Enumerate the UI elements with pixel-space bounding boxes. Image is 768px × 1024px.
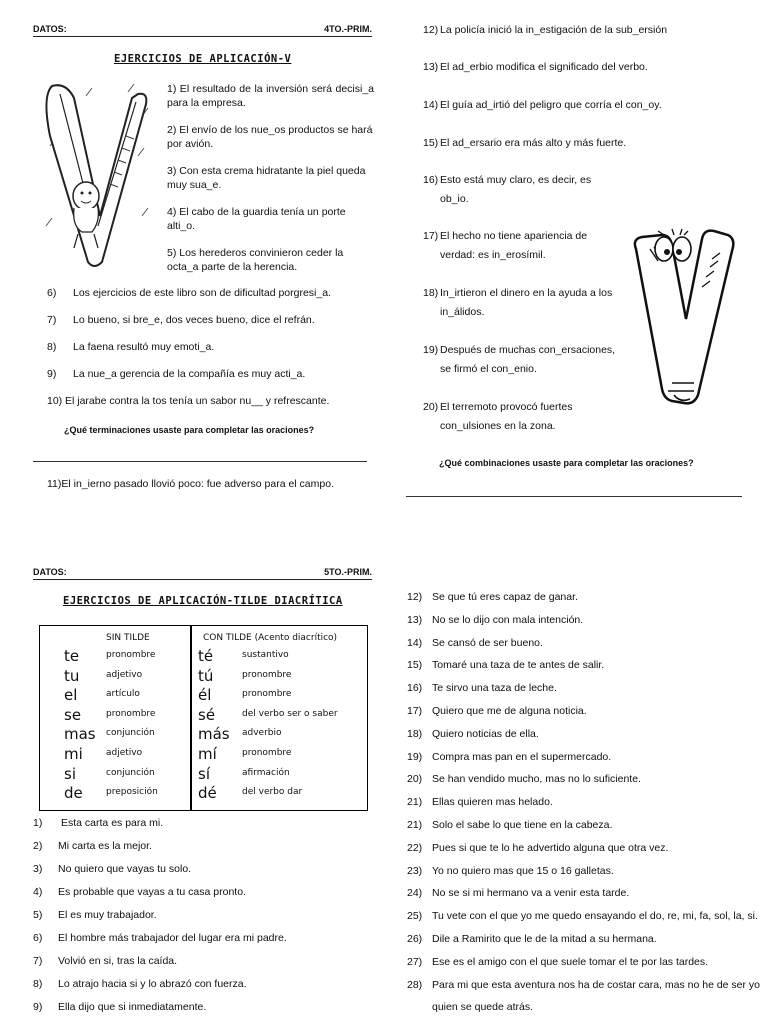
- item-number: 13): [407, 613, 423, 626]
- exercise-item: 9) Ella dijo que si inmediatamente.: [33, 1001, 207, 1013]
- exercise-item: 17) El hecho no tiene apariencia de verdad: es in_erosímil.: [423, 230, 588, 261]
- exercise-item: 6) El hombre más trabajador del lugar era mi padre.: [33, 932, 287, 944]
- item-number: 21): [407, 796, 423, 809]
- exercise-item: 10) El jarabe contra la tos tenía un sabor nu__ y refrescante.: [47, 395, 330, 407]
- table-word-con-tilde: sé: [198, 705, 216, 724]
- item-text: No se si mi hermano va a venir esta tarde.: [432, 887, 630, 900]
- item-number: 17): [407, 704, 423, 717]
- exercise-item: [407, 951, 757, 974]
- letter-v-illustration: [38, 76, 156, 272]
- table-desc-con-tilde: adverbio: [242, 728, 282, 739]
- item-text: quien se quede atrás.: [432, 1001, 533, 1014]
- exercise-item: [407, 632, 757, 655]
- exercise-item: 16) Esto está muy claro, es decir, es ob_io.: [423, 174, 592, 205]
- exercise-item: [407, 677, 757, 700]
- exercise-item: 15) El ad_ersario era más alto y más fuerte.: [423, 137, 627, 149]
- table-word-sin-tilde: se: [64, 705, 82, 724]
- exercise-item-11: 11)El in_ierno pasado llovió poco: fue adverso para el campo.: [47, 478, 334, 490]
- item-number: 26): [407, 932, 423, 945]
- exercise-item: [407, 974, 761, 997]
- page-title: EJERCICIOS DE APLICACIÓN-V: [114, 53, 292, 65]
- items-6-10: [47, 287, 377, 422]
- exercise-item: 2) El envío de los nue_os productos se hará por avión.: [167, 124, 373, 150]
- item-number: [407, 996, 432, 1016]
- exercise-item: [407, 905, 757, 928]
- exercise-item: [407, 928, 757, 951]
- item-number: 28): [407, 978, 423, 991]
- exercise-item: [407, 837, 757, 860]
- table-word-con-tilde: dé: [198, 784, 217, 803]
- exercise-item: 8) La faena resultó muy emoti_a.: [47, 341, 215, 353]
- exercise-item: [407, 700, 757, 723]
- question-terminaciones: ¿Qué terminaciones usaste para completar las oraciones?: [64, 425, 315, 435]
- exercise-item: [407, 791, 757, 814]
- exercise-item: [407, 746, 757, 769]
- item-text: Ellas quieren mas helado.: [432, 796, 553, 809]
- table-desc-con-tilde: del verbo ser o saber: [242, 708, 338, 719]
- table-word-con-tilde: más: [198, 725, 230, 744]
- exercise-item: 5) Los herederos convinieron ceder la octa_a parte de la herencia.: [167, 247, 344, 273]
- item-number: 25): [407, 910, 423, 923]
- exercise-item: 8) Lo atrajo hacia si y lo abrazó con fuerza.: [33, 978, 247, 990]
- exercise-item: 1) El resultado de la inversión será decisi_a para la empresa.: [167, 83, 374, 109]
- table-word-con-tilde: mí: [198, 745, 217, 763]
- item-number: 14): [407, 636, 423, 649]
- items-12-28: [407, 586, 761, 1016]
- table-desc-con-tilde: del verbo dar: [242, 787, 303, 798]
- item-text: Tomaré una taza de te antes de salir.: [432, 659, 605, 672]
- exercise-item: [407, 860, 757, 883]
- exercise-item: 14) El guía ad_irtió del peligro que corría el con_oy.: [423, 99, 662, 111]
- exercise-item: 3) No quiero que vayas tu solo.: [33, 863, 192, 875]
- item-number: 22): [407, 841, 423, 854]
- item-number: 12): [407, 591, 423, 603]
- table-word-con-tilde: tú: [198, 666, 214, 685]
- items-1-9: [33, 817, 373, 1024]
- table-desc-con-tilde: pronombre: [242, 669, 292, 680]
- table-desc-sin-tilde: adjetivo: [106, 669, 143, 680]
- exercise-item: 7) Lo bueno, si bre_e, dos veces bueno, dice el refrán.: [47, 314, 315, 326]
- exercise-item: [407, 586, 757, 609]
- exercise-item: 4) Es probable que vayas a tu casa pronto.: [33, 886, 246, 898]
- item-text: Pues si que te lo he advertido alguna que otra vez.: [432, 841, 669, 854]
- datos-label: DATOS:: [33, 24, 67, 34]
- table-desc-con-tilde: pronombre: [242, 748, 292, 758]
- table-desc-con-tilde: sustantivo: [242, 650, 289, 660]
- item-number: 23): [407, 864, 423, 877]
- exercise-item: 3) Con esta crema hidratante la piel queda muy sua_e.: [167, 165, 366, 191]
- exercise-item: 19) Después de muchas con_ersaciones, se firmó el con_enio.: [423, 344, 616, 375]
- item-number: 16): [407, 682, 423, 695]
- exercise-item: [407, 882, 757, 905]
- item-text: Se han vendido mucho, mas no lo suficiente.: [432, 773, 641, 786]
- table-word-sin-tilde: mi: [64, 745, 83, 763]
- table-desc-sin-tilde: conjunción: [106, 767, 155, 778]
- sheet1-header: [33, 24, 372, 37]
- item-text: Ese es el amigo con el que suele tomar el te por las tardes.: [432, 955, 709, 968]
- exercise-item: [407, 609, 757, 632]
- table-desc-sin-tilde: adjetivo: [106, 748, 143, 758]
- table-desc-con-tilde: pronombre: [242, 689, 292, 700]
- table-desc-con-tilde: afirmación: [242, 767, 290, 778]
- item-number: 18): [407, 727, 423, 740]
- item-text: Tu vete con el que yo me quedo ensayando el do, re, mi, fa, sol, la, si.: [432, 910, 758, 923]
- grade-label: 4TO.-PRIM.: [324, 24, 372, 34]
- question-combinaciones: ¿Qué combinaciones usaste para completar las oraciones?: [439, 458, 694, 468]
- letter-v-cartoon-icon: [628, 219, 738, 409]
- table-word-sin-tilde: de: [64, 784, 83, 803]
- table-header-sin-tilde: SIN TILDE: [106, 633, 150, 643]
- exercise-item: [407, 996, 757, 1016]
- exercise-item: [407, 768, 757, 791]
- item-text: Yo no quiero mas que 15 o 16 galletas.: [432, 864, 614, 877]
- sheet2-header: [33, 567, 372, 580]
- answer-line: [406, 496, 742, 497]
- table-word-sin-tilde: el: [64, 686, 78, 705]
- exercise-item: 18) In_irtieron el dinero en la ayuda a los in_álidos.: [423, 287, 613, 318]
- exercise-item: 9) La nue_a gerencia de la compañía es muy acti_a.: [47, 368, 306, 380]
- table-header-con-tilde: CON TILDE (Acento diacrítico): [203, 633, 338, 643]
- item-text: Para mi que esta aventura nos ha de costar cara, mas no he de ser yo: [432, 978, 761, 991]
- item-number: 15): [407, 659, 423, 672]
- table-word-sin-tilde: si: [64, 764, 76, 783]
- exercise-item: 6) Los ejercicios de este libro son de dificultad porgresi_a.: [47, 287, 331, 299]
- table-word-con-tilde: té: [198, 647, 214, 665]
- item-text: Te sirvo una taza de leche.: [432, 682, 557, 695]
- table-desc-sin-tilde: pronombre: [106, 650, 156, 660]
- exercise-item: 2) Mi carta es la mejor.: [33, 840, 152, 852]
- item-text: No se lo dijo con mala intención.: [432, 613, 584, 626]
- item-number: 19): [407, 750, 423, 763]
- table-word-sin-tilde: te: [64, 647, 80, 665]
- exercise-item: 4) El cabo de la guardia tenía un porte alti_o.: [167, 206, 346, 232]
- answer-line: [33, 461, 367, 462]
- item-text: Quiero que me de alguna noticia.: [432, 704, 587, 717]
- exercise-item: 20) El terremoto provocó fuertes con_ulsiones en la zona.: [423, 401, 573, 432]
- items-1-5: [167, 82, 374, 274]
- table-desc-sin-tilde: artículo: [106, 689, 140, 700]
- datos-label: DATOS:: [33, 567, 67, 577]
- exercise-item: 1) Esta carta es para mi.: [33, 817, 164, 829]
- page-title: EJERCICIOS DE APLICACIÓN-TILDE DIACRÍTICA: [63, 595, 343, 607]
- table-word-sin-tilde: tu: [64, 666, 80, 685]
- item-text: Quiero noticias de ella.: [432, 727, 539, 740]
- item-text: Se que tú eres capaz de ganar.: [432, 591, 578, 603]
- item-text: Compra mas pan en el supermercado.: [432, 750, 612, 763]
- item-number: 24): [407, 887, 423, 900]
- item-text: Dile a Ramirito que le de la mitad a su hermana.: [432, 932, 657, 945]
- table-desc-sin-tilde: pronombre: [106, 708, 156, 719]
- item-number: 21): [407, 818, 423, 831]
- item-number: 20): [407, 773, 423, 786]
- grade-label: 5TO.-PRIM.: [324, 567, 372, 577]
- exercise-item: 12) La policía inició la in_estigación de la sub_ersión: [423, 24, 668, 36]
- item-number: 27): [407, 955, 423, 968]
- exercise-item: [407, 654, 757, 677]
- item-text: Se cansó de ser bueno.: [432, 636, 543, 649]
- item-text: Solo el sabe lo que tiene en la cabeza.: [432, 818, 613, 831]
- exercise-item: [407, 723, 757, 746]
- table-word-sin-tilde: mas: [64, 725, 96, 744]
- exercise-item: [407, 814, 757, 837]
- table-word-con-tilde: sí: [198, 764, 210, 783]
- table-desc-sin-tilde: preposición: [106, 787, 158, 798]
- exercise-item: 7) Volvió en si, tras la caída.: [33, 955, 178, 967]
- table-desc-sin-tilde: conjunción: [106, 728, 155, 739]
- exercise-item: 13) El ad_erbio modifica el significado del verbo.: [423, 61, 648, 73]
- table-word-con-tilde: él: [198, 686, 212, 705]
- exercise-item: 5) El es muy trabajador.: [33, 909, 157, 921]
